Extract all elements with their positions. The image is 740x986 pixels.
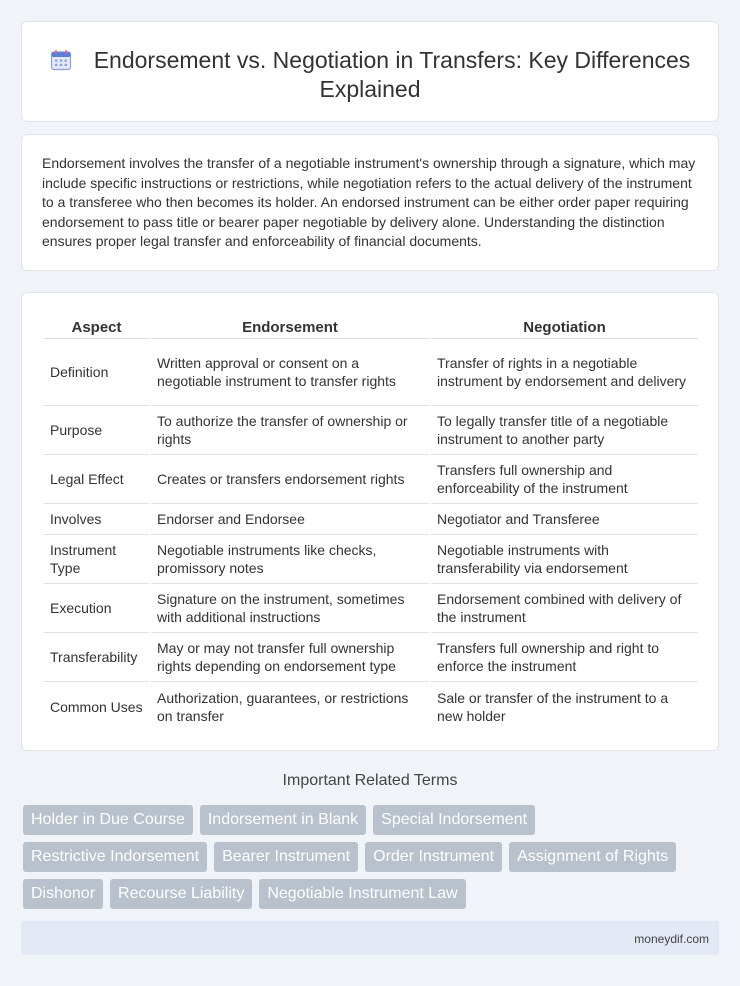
header-aspect: Aspect (44, 313, 149, 339)
comparison-card (21, 292, 719, 751)
cell-negotiation: Transfers full ownership and enforceability of the instrument (431, 455, 698, 504)
cell-aspect: Instrument Type (44, 535, 149, 584)
cell-endorsement: Negotiable instruments like checks, promissory notes (151, 535, 429, 584)
cell-negotiation: Negotiator and Transferee (431, 504, 698, 535)
tag-holder-in-due-course[interactable]: Holder in Due Course (23, 805, 193, 835)
cell-negotiation: Transfer of rights in a negotiable instrument by endorsement and delivery (431, 339, 698, 406)
tag-bearer-instrument[interactable]: Bearer Instrument (214, 842, 358, 872)
cell-endorsement: May or may not transfer full ownership rights depending on endorsement type (151, 633, 429, 682)
table-row (44, 682, 698, 731)
table-row (44, 535, 698, 584)
cell-negotiation: Negotiable instruments with transferability via endorsement (431, 535, 698, 584)
cell-aspect: Transferability (44, 633, 149, 682)
tag-special-indorsement[interactable]: Special Indorsement (373, 805, 535, 835)
tag-recourse-liability[interactable]: Recourse Liability (110, 879, 252, 909)
related-terms-heading: Important Related Terms (282, 772, 458, 789)
header-negotiation: Negotiation (431, 313, 698, 339)
comparison-table (42, 313, 700, 731)
table-row (44, 455, 698, 504)
footer-site-link[interactable]: moneydif.com (634, 932, 709, 946)
intro-paragraph: Endorsement involves the transfer of a negotiable instrument's ownership through a signature, which may include specific instructions or restrictions, while negotiation refers to the actual delivery of the instrument to a transferee who then becomes its holder. An endorsed instrument can be either order paper requiring endorsement to pass title or bearer paper negotiable by delivery alone. Understanding the distinction ensures proper legal transfer and enforceability of financial documents. (42, 155, 696, 250)
cell-endorsement: Endorser and Endorsee (151, 504, 429, 535)
cell-aspect: Purpose (44, 406, 149, 455)
table-row (44, 584, 698, 633)
tag-indorsement-in-blank[interactable]: Indorsement in Blank (200, 805, 366, 835)
footer (21, 921, 719, 955)
cell-negotiation: To legally transfer title of a negotiable instrument to another party (431, 406, 698, 455)
cell-endorsement: Signature on the instrument, sometimes with additional instructions (151, 584, 429, 633)
title-card (21, 21, 719, 122)
cell-aspect: Execution (44, 584, 149, 633)
table-header-row (44, 313, 698, 339)
cell-endorsement: Authorization, guarantees, or restrictions on transfer (157, 689, 409, 724)
cell-aspect: Definition (44, 339, 149, 406)
related-terms (23, 805, 723, 916)
cell-aspect: Legal Effect (44, 455, 149, 504)
cell-endorsement: To authorize the transfer of ownership or rights (151, 406, 429, 455)
page-title-wrap (22, 46, 718, 104)
cell-aspect: Common Uses (50, 698, 143, 715)
table-row (44, 406, 698, 455)
header-endorsement: Endorsement (151, 313, 429, 339)
table-row (44, 504, 698, 535)
cell-endorsement: Creates or transfers endorsement rights (151, 455, 429, 504)
cell-negotiation: Transfers full ownership and right to enforce the instrument (431, 633, 698, 682)
tag-order-instrument[interactable]: Order Instrument (365, 842, 502, 872)
tag-assignment-of-rights[interactable]: Assignment of Rights (509, 842, 676, 872)
page-title: Endorsement vs. Negotiation in Transfers: Key Differences Explained (93, 47, 691, 102)
table-row (44, 633, 698, 682)
tag-negotiable-instrument-law[interactable]: Negotiable Instrument Law (259, 879, 465, 909)
tag-row (23, 879, 723, 916)
tag-restrictive-indorsement[interactable]: Restrictive Indorsement (23, 842, 207, 872)
cell-negotiation: Endorsement combined with delivery of the instrument (431, 584, 698, 633)
cell-aspect: Involves (44, 504, 149, 535)
calendar-icon (50, 49, 72, 71)
intro-card (21, 134, 719, 271)
tag-row (23, 842, 723, 879)
tag-dishonor[interactable]: Dishonor (23, 879, 103, 909)
table-row (44, 339, 698, 406)
tag-row (23, 805, 723, 842)
cell-endorsement: Written approval or consent on a negotiable instrument to transfer rights (151, 339, 429, 406)
cell-negotiation: Sale or transfer of the instrument to a new holder (437, 689, 669, 724)
